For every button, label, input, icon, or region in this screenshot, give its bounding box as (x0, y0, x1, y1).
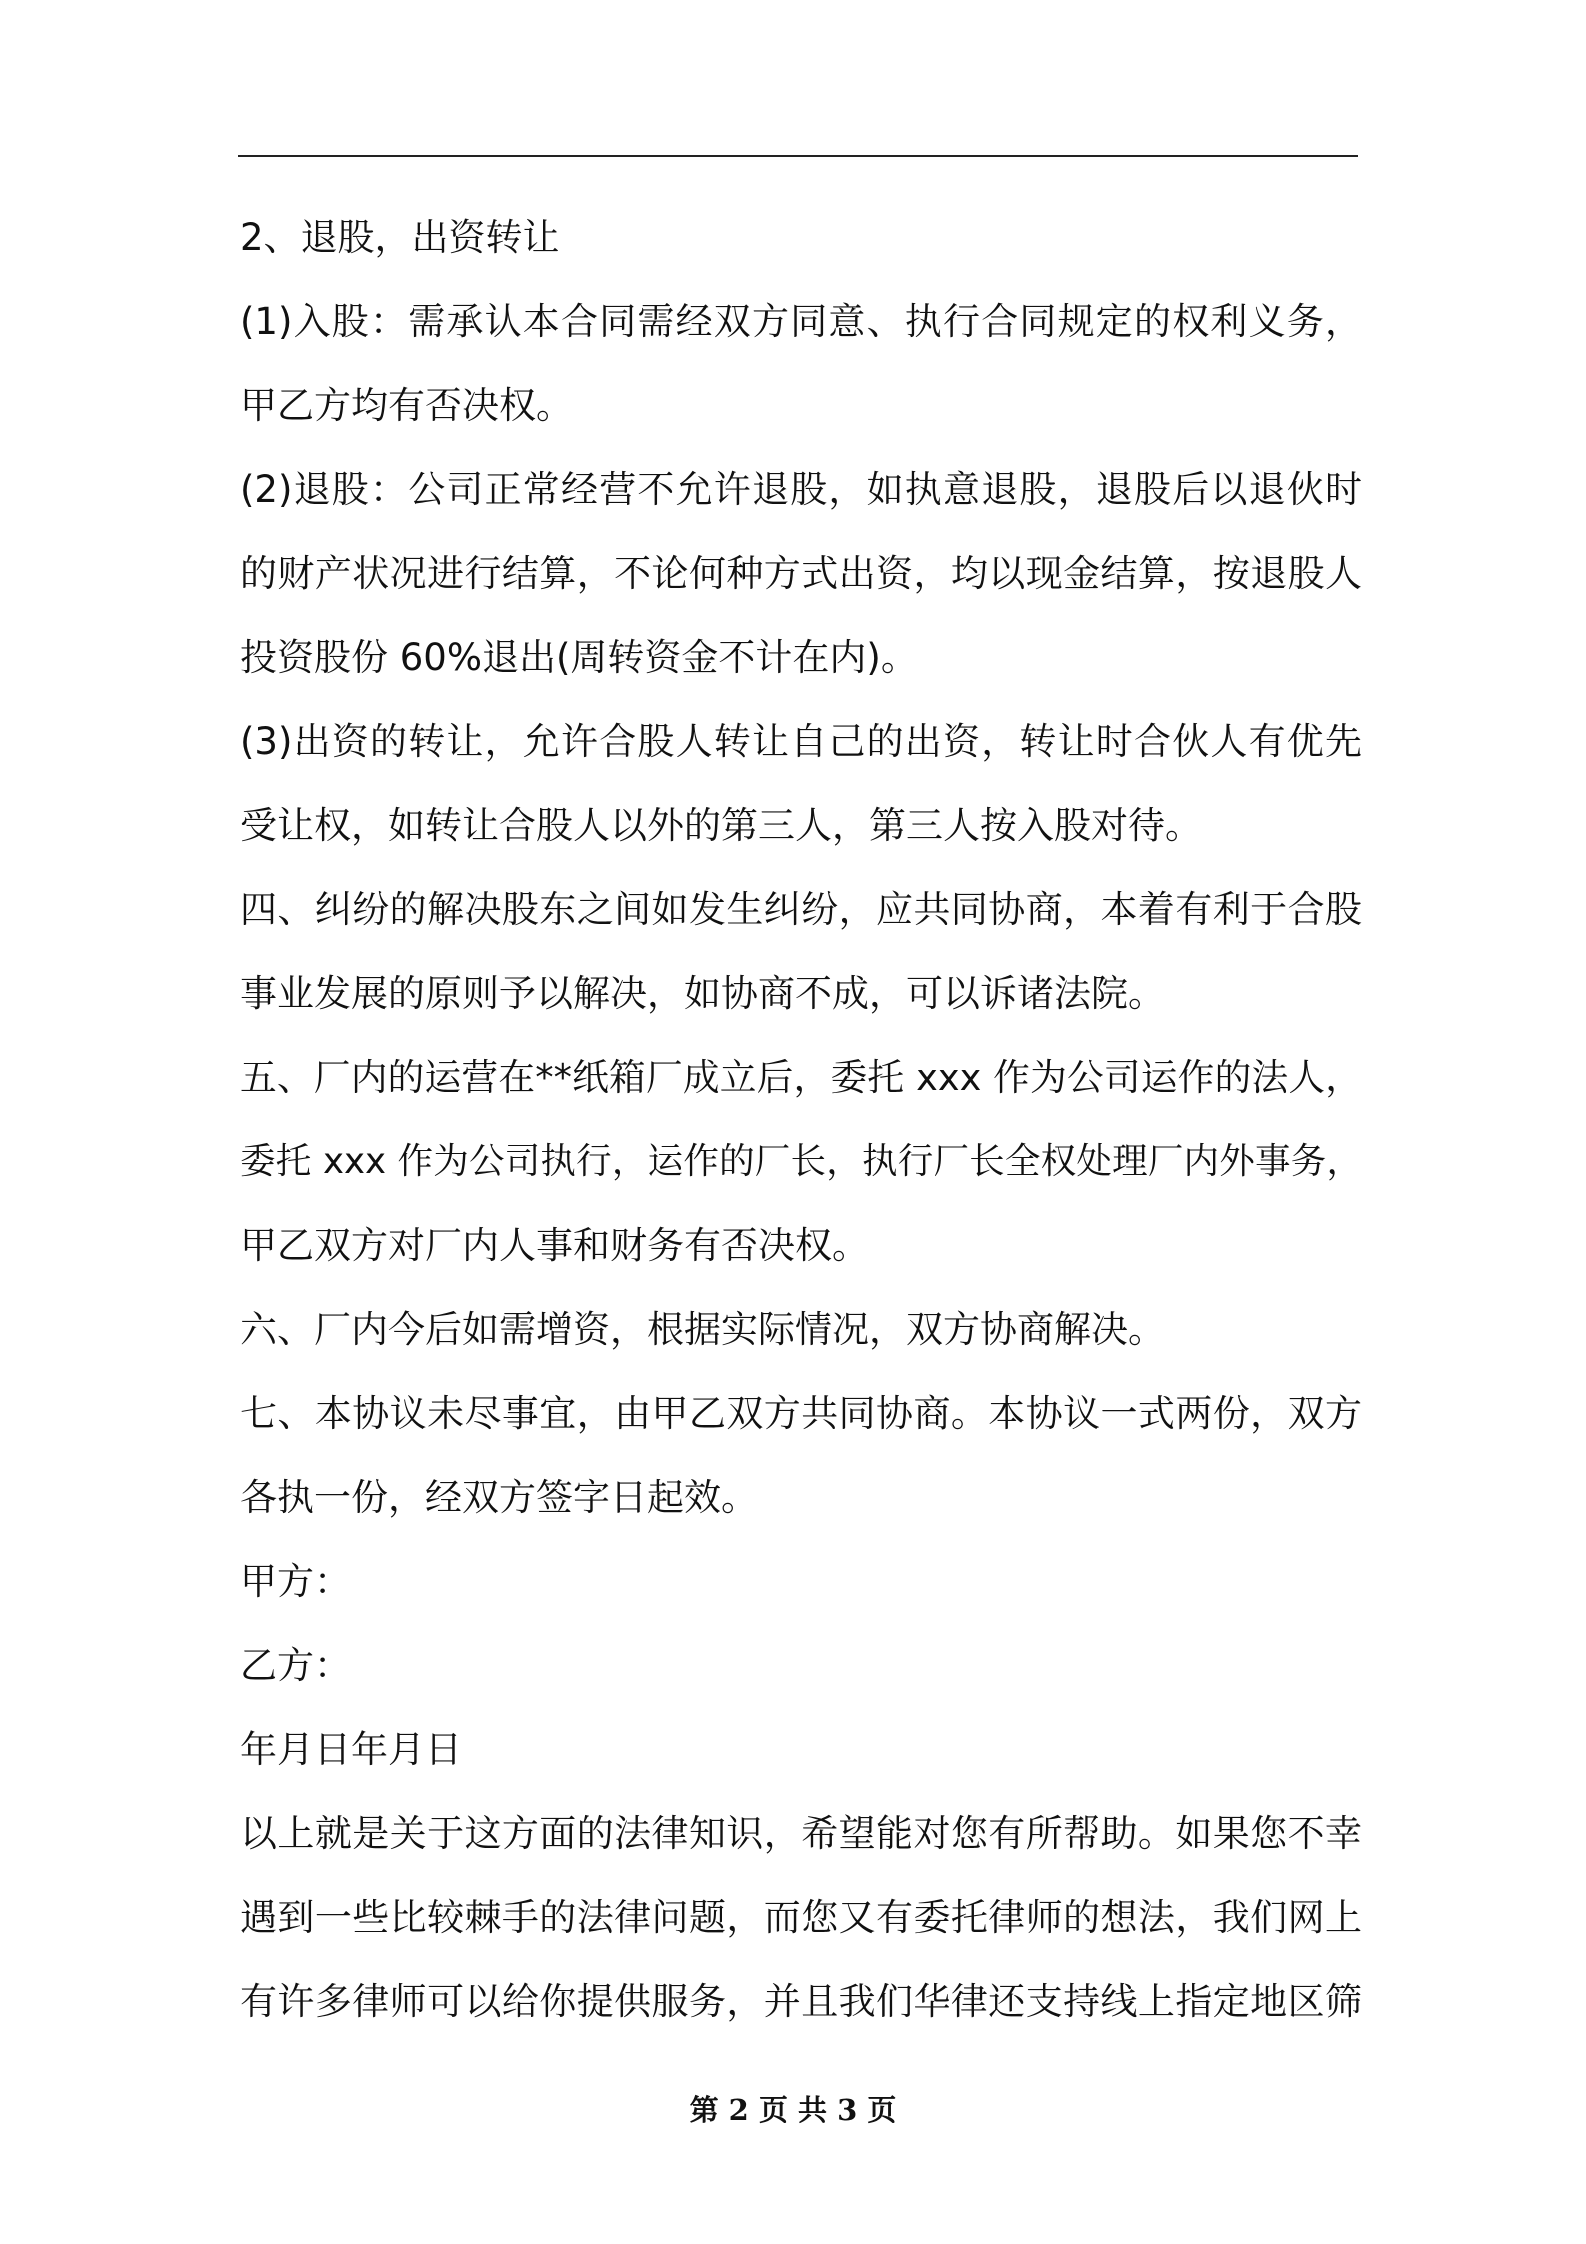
document-body (240, 196, 1362, 2044)
text-line: 事业发展的原则予以解决，如协商不成，可以诉诸法院。 (240, 972, 1165, 1015)
text-line: 四、纠纷的解决股东之间如发生纠纷，应共同协商，本着有利于合股 (240, 888, 1362, 931)
text-line: 六、厂内今后如需增资，根据实际情况，双方协商解决。 (240, 1308, 1165, 1351)
text-line: 投资股份 60%退出(周转资金不计在内)。 (240, 636, 918, 679)
text-line: (1)入股：需承认本合同需经双方同意、执行合同规定的权利义务， (240, 300, 1362, 343)
text-line: 受让权，如转让合股人以外的第三人，第三人按入股对待。 (240, 804, 1202, 847)
text-line: 各执一份，经双方签字日起效。 (240, 1476, 758, 1519)
text-line: 委托 xxx 作为公司执行，运作的厂长，执行厂长全权处理厂内外事务， (240, 1141, 1362, 1182)
text-line: 有许多律师可以给你提供服务，并且我们华律还支持线上指定地区筛 (240, 1980, 1362, 2023)
section-heading-withdrawal: 2、退股，出资转让 (240, 216, 560, 259)
date-line: 年月日年月日 (240, 1728, 462, 1771)
page-indicator: 第 2 页 共 3 页 (689, 2093, 897, 2127)
party-a-label: 甲方： (240, 1560, 351, 1603)
text-line: 甲乙双方对厂内人事和财务有否决权。 (240, 1224, 869, 1267)
text-line: (3)出资的转让，允许合股人转让自己的出资，转让时合伙人有优先 (240, 720, 1362, 763)
text-line: 五、厂内的运营在**纸箱厂成立后，委托 xxx 作为公司运作的法人， (240, 1056, 1362, 1099)
text-line: 遇到一些比较棘手的法律问题，而您又有委托律师的想法，我们网上 (240, 1896, 1362, 1939)
text-line: 甲乙方均有否决权。 (240, 384, 573, 427)
text-line: 以上就是关于这方面的法律知识，希望能对您有所帮助。如果您不幸 (240, 1812, 1362, 1855)
text-line: (2)退股：公司正常经营不允许退股，如执意退股，退股后以退伙时 (240, 468, 1362, 511)
text-line: 七、本协议未尽事宜，由甲乙双方共同协商。本协议一式两份，双方 (240, 1392, 1362, 1435)
text-line: 的财产状况进行结算，不论何种方式出资，均以现金结算，按退股人 (240, 552, 1362, 595)
header-rule (238, 155, 1358, 157)
party-b-label: 乙方： (240, 1644, 351, 1687)
